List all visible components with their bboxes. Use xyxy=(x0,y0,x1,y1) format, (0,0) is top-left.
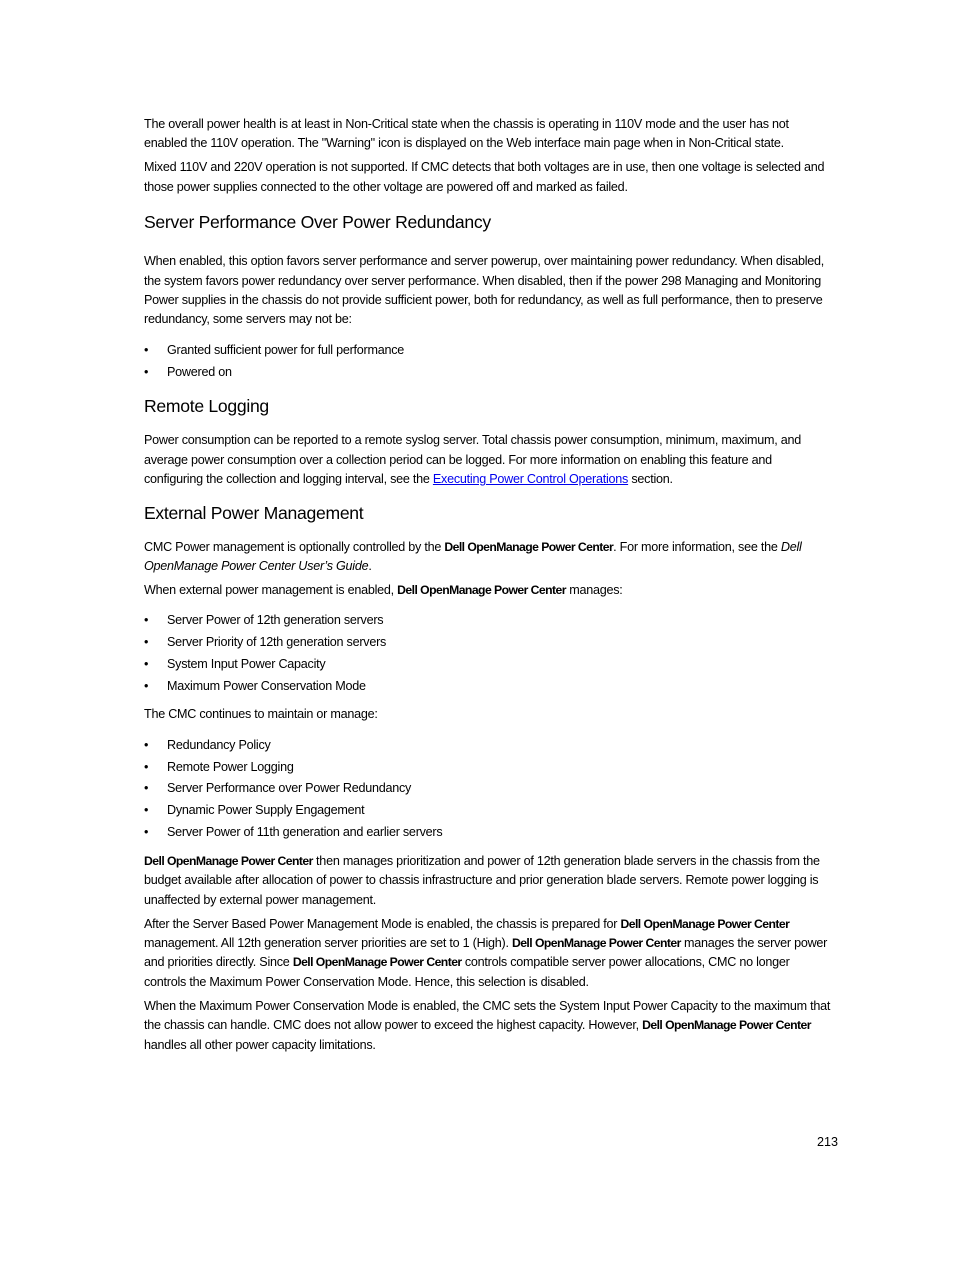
remote-logging-paragraph: Power consumption can be reported to a remote syslog server. Total chassis power consumption, minimum, maximum, and average power consumption over a collection period can be logged. For more information on enabling this feature and configuring the collection and logging interval, see the Executing Power Control Operations section. xyxy=(144,433,801,487)
intro-paragraph-1: The overall power health is at least in Non-Critical state when the chassis is operating in 110V mode and the user has not enabled the 110V operation. The "Warning" icon is displayed on the Web interface main page when in Non-Critical state. xyxy=(144,117,789,151)
bullet: • xyxy=(144,613,149,628)
heading-remote-logging: Remote Logging xyxy=(144,396,269,417)
list-item: • Server Power of 11th generation and earlier servers xyxy=(144,822,834,844)
bullet: • xyxy=(144,656,149,671)
page-number: 213 xyxy=(816,1135,838,1149)
bullet: • xyxy=(144,825,149,840)
product-name: Dell OpenManage Power Center xyxy=(444,539,614,554)
external-pm-paragraph-1: CMC Power management is optionally controlled by the Dell OpenManage Power Center. For more information, see the Dell OpenManage Power Center User’s Guide. xyxy=(144,539,802,573)
list-item: • Dynamic Power Supply Engagement xyxy=(144,800,834,822)
bullet: • xyxy=(144,342,149,357)
list-item: • Server Priority of 12th generation servers xyxy=(144,632,834,654)
bullet: • xyxy=(144,781,149,796)
product-name: Dell OpenManage Power Center xyxy=(511,935,681,950)
bullet: • xyxy=(144,737,149,752)
guide-title: Dell OpenManage Power Center User’s Guide xyxy=(144,539,802,573)
executing-power-control-operations-link[interactable]: Executing Power Control Operations xyxy=(432,472,629,487)
product-name: Dell OpenManage Power Center xyxy=(642,1018,811,1033)
external-pm-paragraph-5: After the Server Based Power Management Mode is enabled, the chassis is prepared for Dell OpenManage Power Center management. All 12th generation server priorities are set to 1 (High). Dell OpenManage Power Center manages the server power and priorities directly. Since Dell OpenManage Power Center controls compatible server power allocations, CMC no longer controls the Maximum Power Conservation Mode. Hence, this selection is disabled. xyxy=(144,916,828,989)
page-content xyxy=(144,115,834,1059)
external-pm-paragraph-3: The CMC continues to maintain or manage: xyxy=(144,707,378,722)
server-performance-paragraph: When enabled, this option favors server performance and server powerup, over maintaining power redundancy. When disabled, the system favors power redundancy over server performance. When disabled, then if the power 298 Managing and Monitoring Power supplies in the chassis do not provide sufficient power, both for redundancy, as well as full performance, then to preserve redundancy, some servers may not be: xyxy=(144,254,825,327)
external-pm-paragraph-6: When the Maximum Power Conservation Mode is enabled, the CMC sets the System Input Power Capacity to the maximum that the chassis can handle. CMC does not allow power to exceed the highest capacity. However, Dell OpenManage Power Center handles all other power capacity limitations. xyxy=(144,998,831,1052)
list-item: • Granted sufficient power for full performance xyxy=(144,340,834,362)
bullet: • xyxy=(144,759,149,774)
list-item: • System Input Power Capacity xyxy=(144,654,834,676)
list-item: • Server Performance over Power Redundancy xyxy=(144,778,834,800)
bullet: • xyxy=(144,803,149,818)
bullet: • xyxy=(144,678,149,693)
external-pm-paragraph-2: When external power management is enabled, Dell OpenManage Power Center manages: xyxy=(144,582,623,597)
list-item: • Remote Power Logging xyxy=(144,757,834,779)
list-item: • Powered on xyxy=(144,362,834,384)
list-item: • Redundancy Policy xyxy=(144,735,834,757)
list-item: • Server Power of 12th generation servers xyxy=(144,610,834,632)
external-pm-paragraph-4: Dell OpenManage Power Center then manages prioritization and power of 12th generation blade servers in the chassis from the budget available after allocation of power to chassis infrastructure and prior generation blade servers. Remote power logging is unaffected by external power management. xyxy=(144,853,820,907)
intro-paragraph-2: Mixed 110V and 220V operation is not supported. If CMC detects that both voltages are in use, then one voltage is selected and those power supplies connected to the other voltage are powered off and marked as failed. xyxy=(144,160,825,194)
list-item: • Maximum Power Conservation Mode xyxy=(144,676,834,698)
product-name: Dell OpenManage Power Center xyxy=(620,916,790,931)
bullet: • xyxy=(144,364,149,379)
product-name: Dell OpenManage Power Center xyxy=(144,853,313,868)
heading-external-power-management: External Power Management xyxy=(144,502,364,523)
external-pm-managed-list xyxy=(144,610,834,697)
product-name: Dell OpenManage Power Center xyxy=(292,955,462,970)
cmc-managed-list xyxy=(144,735,834,844)
product-name: Dell OpenManage Power Center xyxy=(397,582,566,597)
heading-server-performance: Server Performance Over Power Redundancy xyxy=(144,212,491,233)
server-performance-list xyxy=(144,340,834,384)
bullet: • xyxy=(144,635,149,650)
